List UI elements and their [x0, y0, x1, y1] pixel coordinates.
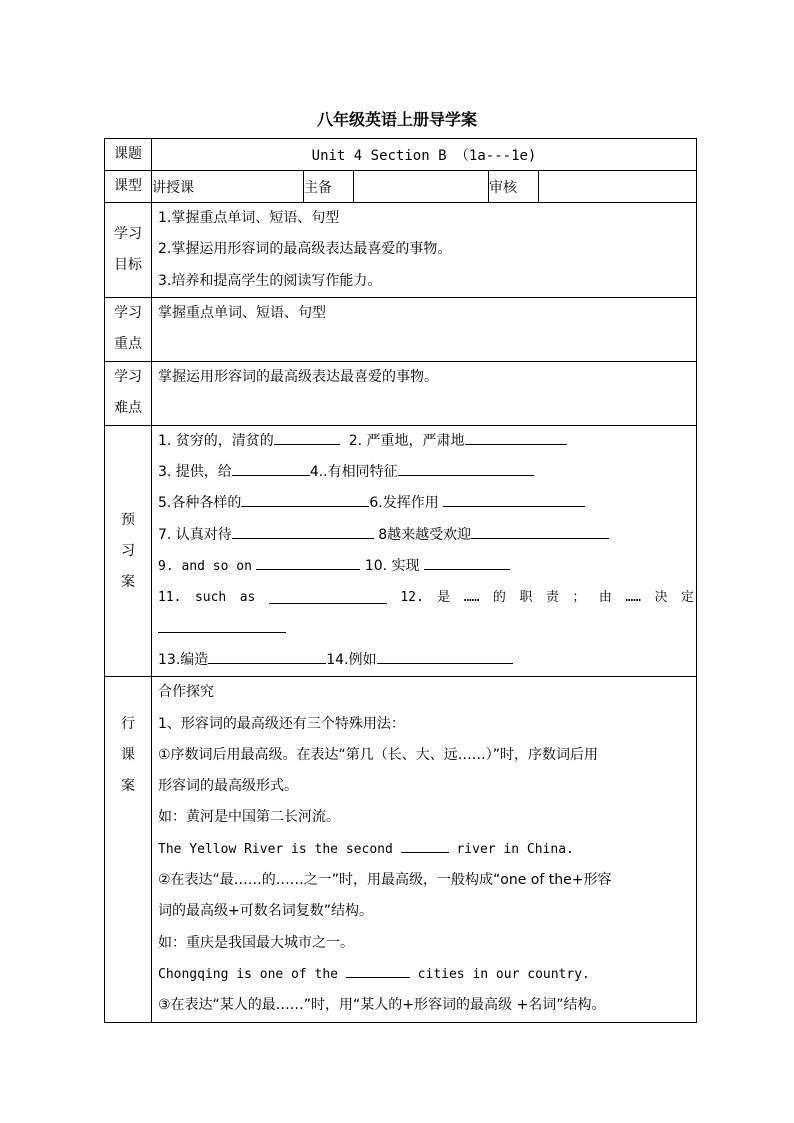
preview-q8: 8越来越受欢迎	[378, 526, 472, 543]
lesson-content	[152, 677, 697, 1022]
preview-line	[152, 614, 696, 645]
preview-line	[152, 426, 696, 457]
type-value: 讲授课	[152, 171, 304, 203]
row-lesson	[105, 677, 697, 1022]
preview-q1: 1. 贫穷的，清贫的	[158, 432, 274, 449]
answer-blank[interactable]	[241, 505, 369, 507]
preview-q2: 2. 严重地，严肃地	[348, 432, 465, 449]
preview-line	[152, 520, 696, 551]
label-goals: 学习 目标	[105, 203, 152, 298]
key-points-text: 掌握重点单词、短语、句型	[158, 304, 326, 321]
row-preview	[105, 425, 697, 676]
preview-word: 责	[545, 590, 559, 606]
example-text: Chongqing is one of the	[158, 966, 346, 982]
lesson-line: 词的最高级+可数名词复数”结构。	[158, 903, 373, 920]
label-difficulties: 学习 难点	[105, 361, 152, 425]
answer-blank[interactable]	[443, 505, 585, 507]
label-lead: 主备	[304, 171, 354, 203]
preview-q3: 3. 提供，给	[158, 464, 232, 481]
preview-word: 11.	[158, 590, 182, 606]
page-title: 八年级英语上册导学案	[316, 110, 477, 129]
row-topic	[105, 139, 697, 171]
answer-blank[interactable]	[274, 443, 340, 445]
row-key-points	[105, 297, 697, 361]
preview-word: ……	[625, 590, 641, 606]
preview-q6: 6.发挥作用	[369, 495, 439, 512]
preview-word: 决	[654, 590, 668, 606]
row-type	[105, 171, 697, 203]
lesson-line: 如：重庆是我国最大城市之一。	[158, 934, 354, 951]
preview-word: ……	[463, 590, 480, 606]
lesson-plan-table	[104, 138, 697, 1023]
label-topic: 课题	[105, 139, 152, 171]
answer-blank[interactable]	[232, 537, 374, 539]
label-type: 课型	[105, 171, 152, 203]
preview-word: 职	[519, 590, 533, 606]
difficulties-content	[152, 361, 697, 425]
example-text: The Yellow River is the second	[158, 841, 401, 857]
preview-line	[152, 645, 696, 676]
preview-q9: 9. and so on	[158, 559, 252, 575]
preview-word: 12.	[400, 590, 424, 606]
answer-blank[interactable]	[158, 631, 286, 633]
answer-blank[interactable]	[471, 537, 609, 539]
answer-blank[interactable]	[398, 474, 534, 476]
preview-word: 的	[492, 590, 506, 606]
label-review: 审核	[489, 171, 539, 203]
answer-blank[interactable]	[269, 602, 387, 604]
difficulties-text: 掌握运用形容词的最高级表达最喜爱的事物。	[158, 368, 438, 385]
goal-item: 2.掌握运用形容词的最高级表达最喜爱的事物。	[158, 241, 452, 258]
lesson-line: 1、形容词的最高级还有三个特殊用法：	[158, 715, 405, 732]
example-text: river in China.	[448, 841, 574, 857]
preview-line	[152, 457, 696, 488]
preview-word: such	[194, 590, 227, 606]
lesson-line: ②在表达“最……的……之一”时，用最高级，一般构成“one of the+形容	[158, 872, 612, 889]
topic-value: Unit 4 Section B （1a---1e)	[152, 139, 697, 171]
answer-blank[interactable]	[346, 976, 410, 978]
preview-q13: 13.编造	[158, 651, 209, 668]
lesson-line: 形容词的最高级形式。	[158, 778, 298, 795]
answer-blank[interactable]	[377, 662, 513, 664]
preview-q14: 14.例如	[326, 651, 377, 668]
answer-blank[interactable]	[208, 662, 326, 664]
row-goals	[105, 203, 697, 298]
preview-word: 定	[680, 590, 694, 606]
lead-value	[354, 171, 489, 203]
preview-word: 由	[598, 590, 612, 606]
example-sentence-2	[152, 959, 696, 990]
preview-q10: 10. 实现	[364, 558, 420, 575]
lesson-line: ①序数词后用最高级。在表达“第几（长、大、远……）”时，序数词后用	[158, 746, 599, 763]
key-points-content	[152, 297, 697, 361]
lesson-line: 如：黄河是中国第二长河流。	[158, 809, 340, 826]
example-text: cities in our country.	[409, 966, 590, 982]
preview-line	[152, 551, 696, 582]
answer-blank[interactable]	[401, 851, 449, 853]
answer-blank[interactable]	[465, 443, 567, 445]
preview-word: 是	[437, 590, 451, 606]
lesson-heading: 合作探究	[158, 684, 214, 701]
lesson-line: ③在表达“某人的最……”时，用“某人的+形容词的最高级 +名词”结构。	[158, 997, 606, 1014]
goal-item: 3.培养和提高学生的阅读写作能力。	[158, 272, 382, 289]
preview-line	[152, 488, 696, 519]
answer-blank[interactable]	[256, 568, 360, 570]
label-key-points: 学习 重点	[105, 297, 152, 361]
preview-q5: 5.各种各样的	[158, 495, 242, 512]
preview-line-justified	[152, 582, 696, 613]
answer-blank[interactable]	[232, 474, 310, 476]
goals-content	[152, 203, 697, 298]
label-lesson: 行 课 案	[105, 677, 152, 1022]
preview-content	[152, 425, 697, 676]
preview-q4: 4..有相同特征	[309, 464, 398, 481]
example-sentence-1	[152, 834, 696, 865]
label-preview: 预 习 案	[105, 425, 152, 676]
preview-word: ；	[572, 590, 586, 606]
answer-blank[interactable]	[424, 568, 510, 570]
preview-q7: 7. 认真对待	[158, 526, 232, 543]
review-value	[539, 171, 697, 203]
preview-word: as	[239, 590, 256, 606]
row-difficulties	[105, 361, 697, 425]
goal-item: 1.掌握重点单词、短语、句型	[158, 210, 340, 226]
